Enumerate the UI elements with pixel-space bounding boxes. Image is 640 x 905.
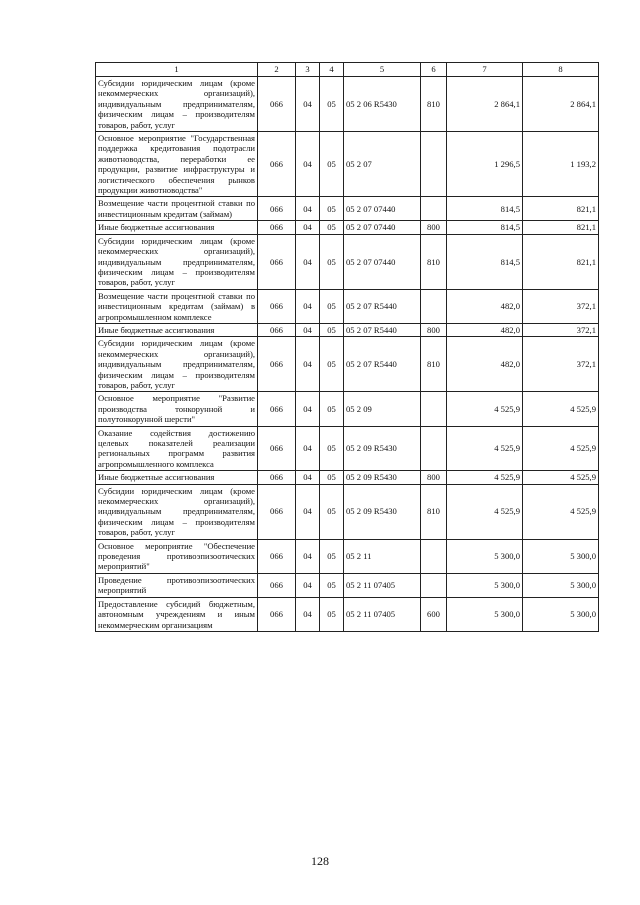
subsection-cell: 05 [320,289,344,323]
expense-type-cell [421,573,447,597]
row-name-cell: Основное мероприятие "Развитие производства тонкорунной и полутонкорунной шерсти" [96,392,258,426]
row-name-cell: Иные бюджетные ассигнования [96,323,258,336]
expense-type-cell: 810 [421,77,447,132]
table-row [96,471,599,484]
amount-year2-cell: 5 300,0 [523,597,599,631]
amount-year2-cell: 372,1 [523,323,599,336]
amount-year2-cell: 1 193,2 [523,132,599,197]
target-article-cell: 05 2 09 [344,392,421,426]
row-name-cell: Иные бюджетные ассигнования [96,471,258,484]
target-article-cell: 05 2 07 R5440 [344,337,421,392]
section-cell: 04 [296,539,320,573]
amount-year1-cell: 482,0 [447,289,523,323]
expense-type-cell: 800 [421,323,447,336]
row-name-cell: Субсидии юридическим лицам (кроме некоммерческих организаций), индивидуальным предпринимателям, физическим лицам – производителям товаров, работ, услуг [96,77,258,132]
subsection-cell: 05 [320,597,344,631]
amount-year1-cell: 4 525,9 [447,484,523,539]
target-article-cell: 05 2 07 07440 [344,197,421,221]
page-number: 128 [311,854,329,868]
admin-code-cell: 066 [258,289,296,323]
amount-year2-cell: 4 525,9 [523,471,599,484]
column-header: 4 [320,63,344,77]
admin-code-cell: 066 [258,323,296,336]
admin-code-cell: 066 [258,77,296,132]
subsection-cell: 05 [320,573,344,597]
table-row [96,539,599,573]
section-cell: 04 [296,392,320,426]
section-cell: 04 [296,197,320,221]
row-name-cell: Основное мероприятие "Государственная поддержка кредитования подотрасли животноводства, переработки ее продукции, развитие инфраструктуры и логистического обеспечения рынков продукции животноводства" [96,132,258,197]
subsection-cell: 05 [320,392,344,426]
subsection-cell: 05 [320,77,344,132]
row-name-cell: Иные бюджетные ассигнования [96,221,258,234]
subsection-cell: 05 [320,323,344,336]
subsection-cell: 05 [320,337,344,392]
subsection-cell: 05 [320,221,344,234]
table-header-row [96,63,599,77]
subsection-cell: 05 [320,426,344,471]
amount-year2-cell: 4 525,9 [523,484,599,539]
admin-code-cell: 066 [258,221,296,234]
admin-code-cell: 066 [258,392,296,426]
column-header: 8 [523,63,599,77]
expense-type-cell [421,426,447,471]
section-cell: 04 [296,337,320,392]
column-header: 7 [447,63,523,77]
expense-type-cell: 800 [421,221,447,234]
amount-year1-cell: 4 525,9 [447,392,523,426]
expense-type-cell: 800 [421,471,447,484]
expense-type-cell [421,197,447,221]
section-cell: 04 [296,426,320,471]
target-article-cell: 05 2 07 [344,132,421,197]
amount-year1-cell: 814,5 [447,234,523,289]
expense-type-cell [421,132,447,197]
subsection-cell: 05 [320,197,344,221]
amount-year1-cell: 5 300,0 [447,597,523,631]
subsection-cell: 05 [320,539,344,573]
section-cell: 04 [296,597,320,631]
amount-year1-cell: 482,0 [447,323,523,336]
amount-year2-cell: 821,1 [523,234,599,289]
amount-year2-cell: 4 525,9 [523,426,599,471]
amount-year2-cell: 5 300,0 [523,573,599,597]
section-cell: 04 [296,221,320,234]
table-row [96,234,599,289]
expense-type-cell: 810 [421,484,447,539]
amount-year1-cell: 814,5 [447,197,523,221]
target-article-cell: 05 2 07 07440 [344,234,421,289]
admin-code-cell: 066 [258,337,296,392]
section-cell: 04 [296,289,320,323]
target-article-cell: 05 2 07 07440 [344,221,421,234]
admin-code-cell: 066 [258,234,296,289]
section-cell: 04 [296,234,320,289]
table-row [96,426,599,471]
subsection-cell: 05 [320,234,344,289]
section-cell: 04 [296,132,320,197]
amount-year1-cell: 4 525,9 [447,471,523,484]
target-article-cell: 05 2 06 R5430 [344,77,421,132]
table-row [96,484,599,539]
table-row [96,197,599,221]
row-name-cell: Субсидии юридическим лицам (кроме некоммерческих организаций), индивидуальным предпринимателям, физическим лицам – производителям товаров, работ, услуг [96,484,258,539]
section-cell: 04 [296,77,320,132]
target-article-cell: 05 2 09 R5430 [344,471,421,484]
admin-code-cell: 066 [258,471,296,484]
subsection-cell: 05 [320,132,344,197]
table-row [96,573,599,597]
amount-year2-cell: 2 864,1 [523,77,599,132]
table-row [96,77,599,132]
row-name-cell: Предоставление субсидий бюджетным, автономным учреждениям и иным некоммерческим организациям [96,597,258,631]
amount-year1-cell: 2 864,1 [447,77,523,132]
expense-type-cell: 810 [421,234,447,289]
table-row [96,221,599,234]
row-name-cell: Проведение противоэпизоотических мероприятий [96,573,258,597]
table-row [96,597,599,631]
target-article-cell: 05 2 07 R5440 [344,323,421,336]
amount-year1-cell: 4 525,9 [447,426,523,471]
column-header: 3 [296,63,320,77]
target-article-cell: 05 2 09 R5430 [344,426,421,471]
section-cell: 04 [296,484,320,539]
amount-year2-cell: 4 525,9 [523,392,599,426]
row-name-cell: Субсидии юридическим лицам (кроме некоммерческих организаций), индивидуальным предпринимателям, физическим лицам – производителям товаров, работ, услуг [96,337,258,392]
amount-year2-cell: 821,1 [523,221,599,234]
admin-code-cell: 066 [258,484,296,539]
table-row [96,337,599,392]
amount-year2-cell: 372,1 [523,289,599,323]
expense-type-cell [421,539,447,573]
section-cell: 04 [296,573,320,597]
amount-year1-cell: 814,5 [447,221,523,234]
amount-year2-cell: 821,1 [523,197,599,221]
row-name-cell: Основное мероприятие "Обеспечение проведения противоэпизоотических мероприятий" [96,539,258,573]
expense-type-cell: 810 [421,337,447,392]
section-cell: 04 [296,471,320,484]
row-name-cell: Оказание содействия достижению целевых показателей реализации региональных программ развития агропромышленного комплекса [96,426,258,471]
row-name-cell: Возмещение части процентной ставки по инвестиционным кредитам (займам) в агропромышленном комплексе [96,289,258,323]
expense-type-cell [421,289,447,323]
expense-type-cell [421,392,447,426]
section-cell: 04 [296,323,320,336]
expense-type-cell: 600 [421,597,447,631]
target-article-cell: 05 2 11 07405 [344,573,421,597]
amount-year2-cell: 5 300,0 [523,539,599,573]
target-article-cell: 05 2 07 R5440 [344,289,421,323]
subsection-cell: 05 [320,471,344,484]
target-article-cell: 05 2 11 07405 [344,597,421,631]
column-header: 2 [258,63,296,77]
table-row [96,132,599,197]
subsection-cell: 05 [320,484,344,539]
column-header: 5 [344,63,421,77]
column-header: 1 [96,63,258,77]
admin-code-cell: 066 [258,597,296,631]
table-row [96,289,599,323]
admin-code-cell: 066 [258,539,296,573]
amount-year1-cell: 5 300,0 [447,539,523,573]
amount-year1-cell: 482,0 [447,337,523,392]
row-name-cell: Возмещение части процентной ставки по инвестиционным кредитам (займам) [96,197,258,221]
row-name-cell: Субсидии юридическим лицам (кроме некоммерческих организаций), индивидуальным предпринимателям, физическим лицам – производителям товаров, работ, услуг [96,234,258,289]
admin-code-cell: 066 [258,132,296,197]
table-row [96,392,599,426]
amount-year1-cell: 5 300,0 [447,573,523,597]
table-row [96,323,599,336]
target-article-cell: 05 2 09 R5430 [344,484,421,539]
admin-code-cell: 066 [258,426,296,471]
amount-year1-cell: 1 296,5 [447,132,523,197]
admin-code-cell: 066 [258,197,296,221]
column-header: 6 [421,63,447,77]
budget-table [95,62,599,632]
target-article-cell: 05 2 11 [344,539,421,573]
admin-code-cell: 066 [258,573,296,597]
amount-year2-cell: 372,1 [523,337,599,392]
